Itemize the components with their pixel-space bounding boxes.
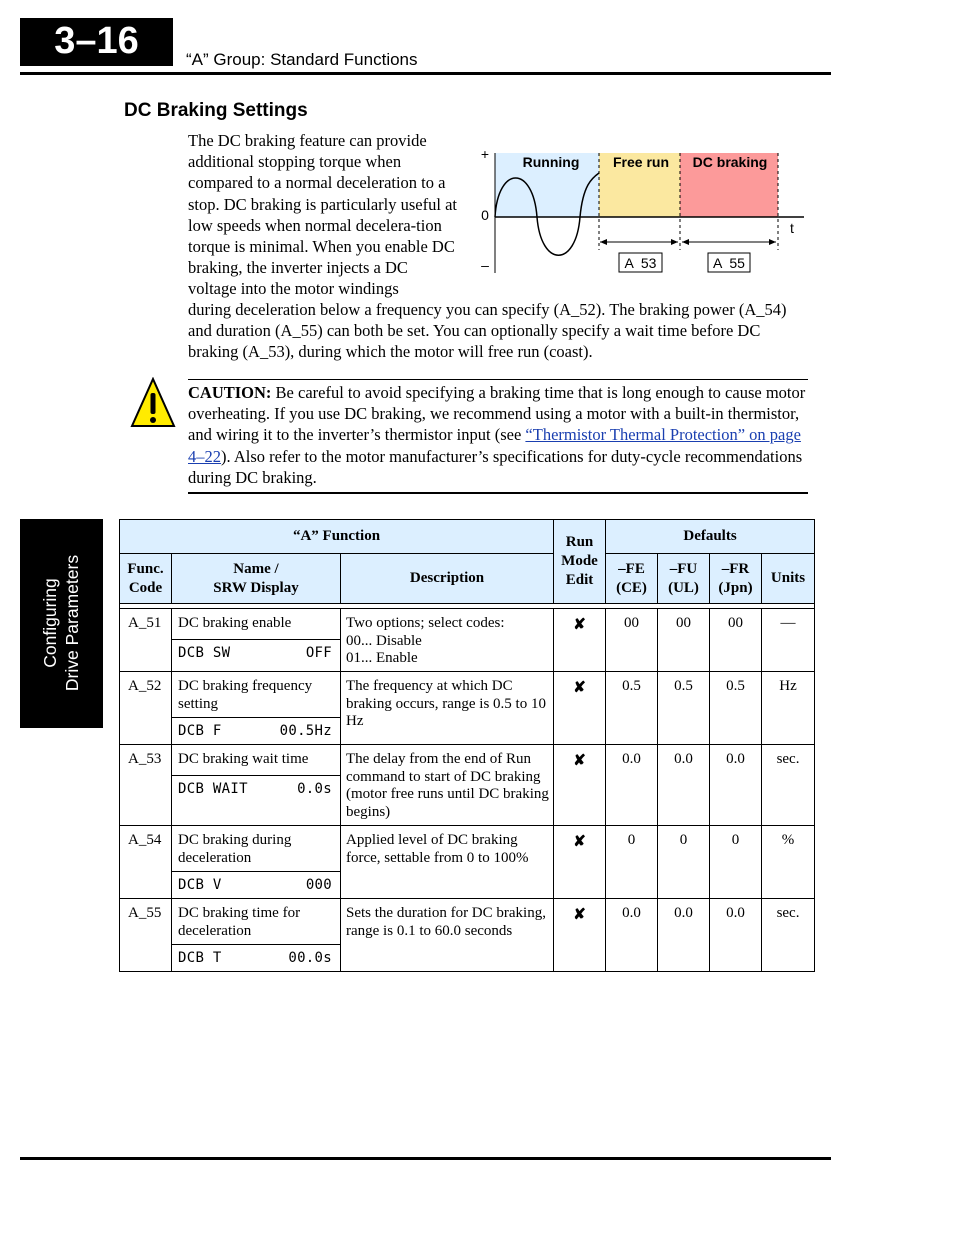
- default-fr: 0: [710, 826, 762, 899]
- units-header: Units: [762, 554, 815, 604]
- description: Sets the duration for DC braking, range is 0.1 to 60.0 seconds: [341, 899, 554, 972]
- cross-mark-icon: ✘: [573, 617, 586, 633]
- caution-top-rule: [188, 379, 808, 380]
- func-code: A_53: [120, 745, 172, 826]
- option-01: 01... Enable: [346, 650, 418, 666]
- section-title: DC Braking Settings: [124, 100, 308, 121]
- default-fu: 0.5: [658, 672, 710, 745]
- srw-code: DCB V: [178, 877, 222, 893]
- intro-paragraph-continued: during deceleration below a frequency you can specify (A_52). The braking power (A_54) and duration (A_55) can both be set. You can optionally specify a wait time before DC braking (A_53), during which the motor will free run (coast).: [188, 300, 787, 362]
- srw-code: DCB WAIT: [178, 781, 248, 797]
- arrowhead-right-icon: [769, 239, 776, 245]
- default-fe: 0.0: [606, 745, 658, 826]
- table-row: [120, 826, 815, 899]
- caution-paragraph: [188, 382, 810, 488]
- table-row: [120, 745, 815, 826]
- srw-value: 000: [305, 877, 332, 893]
- units: sec.: [762, 745, 815, 826]
- thermistor-protection-link[interactable]: “Thermistor Thermal Protection” on page 4–22: [188, 425, 801, 466]
- srw-display: [172, 871, 340, 898]
- description: The delay from the end of Run command to start of DC braking (motor free runs until DC braking begins): [341, 745, 554, 826]
- default-fu: 0: [658, 826, 710, 899]
- dc-braking-timing-diagram: [470, 140, 815, 280]
- description-cell: [341, 609, 554, 672]
- running-label: Running: [522, 154, 580, 170]
- default-fr: 00: [710, 609, 762, 672]
- srw-display: [172, 717, 340, 744]
- func-code: A_55: [120, 899, 172, 972]
- defaults-header: Defaults: [606, 520, 815, 554]
- chapter-side-tab: [20, 519, 103, 728]
- caution-bottom-rule: [188, 492, 808, 494]
- srw-display: [172, 944, 340, 971]
- units: sec.: [762, 899, 815, 972]
- func-code-header: Func. Code: [120, 554, 172, 604]
- cross-mark-icon: ✘: [573, 680, 586, 696]
- param-name: DC braking wait time: [178, 751, 309, 767]
- default-fe: 0: [606, 826, 658, 899]
- fe-ce-header: –FE (CE): [606, 554, 658, 604]
- dc-braking-label: DC braking: [692, 154, 768, 170]
- arrowhead-right-icon: [671, 239, 678, 245]
- default-fe: 0.5: [606, 672, 658, 745]
- a55-label: A 55: [713, 255, 745, 271]
- side-tab-line-2: Drive Parameters: [62, 554, 82, 692]
- name-cell: [172, 745, 341, 826]
- srw-value: 0.0s: [297, 781, 332, 797]
- run-mode-edit-cell: [554, 609, 606, 672]
- cross-mark-icon: ✘: [573, 907, 586, 923]
- description-header: Description: [341, 554, 554, 604]
- option-00: 00... Disable: [346, 632, 422, 649]
- srw-value: OFF: [305, 645, 332, 661]
- name-cell: [172, 609, 341, 672]
- axis-plus-label: +: [480, 146, 490, 162]
- default-fr: 0.0: [710, 899, 762, 972]
- name-srw-header: Name / SRW Display: [172, 554, 341, 604]
- page-number-box: [20, 18, 173, 66]
- default-fr: 0.5: [710, 672, 762, 745]
- srw-code: DCB T: [178, 950, 222, 966]
- parameter-table: [119, 519, 815, 972]
- table-row: [120, 899, 815, 972]
- run-mode-edit-header: Run Mode Edit: [554, 520, 606, 604]
- intro-paragraph: The DC braking feature can provide additional stopping torque when compared to a normal deceleration to a stop. DC braking is particularly useful at low speeds when normal decelera-tion torque is minimal. When you enable DC braking, the inverter injects a DC voltage into the motor windings: [188, 131, 457, 299]
- free-run-label: Free run: [612, 154, 670, 170]
- description: Applied level of DC braking force, settable from 0 to 100%: [341, 826, 554, 899]
- srw-code: DCB F: [178, 723, 222, 739]
- default-fu: 0.0: [658, 899, 710, 972]
- side-tab-line-1: Configuring: [40, 578, 60, 668]
- default-fe: 00: [606, 609, 658, 672]
- table-row: [120, 672, 815, 745]
- caution-text-end: ). Also refer to the motor manufacturer’s specifications for duty-cycle recommendations during DC braking.: [188, 446, 803, 487]
- srw-value: 00.0s: [288, 950, 332, 966]
- warning-icon: [130, 377, 176, 429]
- cross-mark-icon: ✘: [573, 834, 586, 850]
- default-fr: 0.0: [710, 745, 762, 826]
- param-name: DC braking time for deceleration: [178, 905, 301, 939]
- axis-zero-label: 0: [481, 207, 489, 223]
- srw-code: DCB SW: [178, 645, 231, 661]
- run-mode-edit-cell: [554, 899, 606, 972]
- arrowhead-left-icon: [682, 239, 689, 245]
- a-function-header: “A” Function: [120, 520, 554, 554]
- axis-t-label: t: [790, 220, 794, 236]
- caution-text-start: Be careful to avoid specifying a braking time that is long enough to cause motor overheating. If you use DC braking, we recommend using a motor with a built-in thermistor, and wiring it to the inverter’s thermistor input (see: [188, 383, 806, 445]
- srw-value: 00.5Hz: [279, 723, 332, 739]
- arrowhead-left-icon: [600, 239, 607, 245]
- default-fu: 00: [658, 609, 710, 672]
- run-mode-edit-cell: [554, 745, 606, 826]
- func-code: A_54: [120, 826, 172, 899]
- side-tab-label: [39, 555, 83, 691]
- srw-display: [172, 775, 340, 802]
- func-code: A_52: [120, 672, 172, 745]
- name-cell: [172, 826, 341, 899]
- default-fu: 0.0: [658, 745, 710, 826]
- name-cell: [172, 672, 341, 745]
- caution-label: CAUTION:: [188, 383, 272, 402]
- cross-mark-icon: ✘: [573, 753, 586, 769]
- param-name: DC braking during deceleration: [178, 832, 292, 866]
- fu-ul-header: –FU (UL): [658, 554, 710, 604]
- axis-minus-label: –: [481, 257, 489, 273]
- description: The frequency at which DC braking occurs, range is 0.5 to 10 Hz: [341, 672, 554, 745]
- units: —: [762, 609, 815, 672]
- units: %: [762, 826, 815, 899]
- footer-rule: [20, 1157, 831, 1160]
- description: Two options; select codes:: [346, 615, 505, 631]
- run-mode-edit-cell: [554, 672, 606, 745]
- param-name: DC braking frequency setting: [178, 678, 313, 712]
- run-mode-edit-cell: [554, 826, 606, 899]
- name-cell: [172, 899, 341, 972]
- header-rule: [20, 72, 831, 75]
- a53-label: A 53: [624, 255, 657, 271]
- chapter-header-title: “A” Group: Standard Functions: [186, 50, 418, 69]
- param-name: DC braking enable: [178, 615, 292, 631]
- default-fe: 0.0: [606, 899, 658, 972]
- units: Hz: [762, 672, 815, 745]
- func-code: A_51: [120, 609, 172, 672]
- page-number: 3–16: [54, 20, 139, 62]
- srw-display: [172, 639, 340, 666]
- fr-jpn-header: –FR (Jpn): [710, 554, 762, 604]
- table-row: [120, 609, 815, 672]
